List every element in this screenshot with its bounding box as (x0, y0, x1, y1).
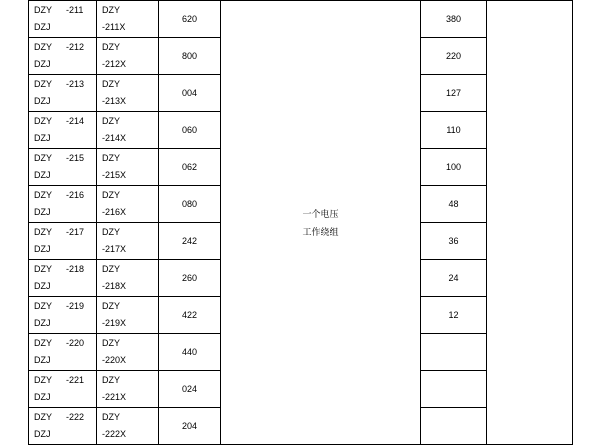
voltage-cell: 127 (421, 75, 487, 112)
code-cell: 060 (159, 112, 221, 149)
model-cell (29, 223, 97, 260)
winding-note-cell (221, 1, 421, 445)
model-prefix-bottom: DZJ (34, 244, 51, 255)
alt-model-cell (97, 334, 159, 371)
alt-suffix: -218X (102, 281, 127, 292)
code-cell: 422 (159, 297, 221, 334)
alt-prefix-top: DZY (102, 301, 120, 312)
alt-model-cell (97, 186, 159, 223)
voltage-cell: 48 (421, 186, 487, 223)
alt-suffix: -217X (102, 244, 127, 255)
model-prefix-bottom: DZJ (34, 318, 51, 329)
model-cell (29, 260, 97, 297)
alt-model-cell (97, 408, 159, 445)
winding-note-line-2: 工作绕组 (302, 226, 339, 237)
alt-suffix: -216X (102, 207, 127, 218)
voltage-cell: 110 (421, 112, 487, 149)
code-cell: 620 (159, 1, 221, 38)
alt-model-cell (97, 1, 159, 38)
model-cell (29, 75, 97, 112)
model-prefix-top: DZY (34, 338, 52, 349)
code-cell: 242 (159, 223, 221, 260)
model-prefix-top: DZY (34, 375, 52, 386)
alt-suffix: -212X (102, 59, 127, 70)
alt-prefix-top: DZY (102, 153, 120, 164)
alt-suffix: -214X (102, 133, 127, 144)
model-suffix: -217 (66, 227, 85, 238)
alt-suffix: -215X (102, 170, 127, 181)
alt-model-cell (97, 112, 159, 149)
model-suffix: -214 (66, 116, 85, 127)
model-suffix: -213 (66, 79, 85, 90)
code-cell: 260 (159, 260, 221, 297)
alt-prefix-top: DZY (102, 116, 120, 127)
model-prefix-top: DZY (34, 79, 52, 90)
code-cell: 024 (159, 371, 221, 408)
alt-model-cell (97, 371, 159, 408)
model-prefix-top: DZY (34, 301, 52, 312)
voltage-cell: 220 (421, 38, 487, 75)
model-prefix-top: DZY (34, 42, 52, 53)
model-suffix: -212 (66, 42, 85, 53)
code-cell: 800 (159, 38, 221, 75)
code-cell: 004 (159, 75, 221, 112)
voltage-cell: 380 (421, 1, 487, 38)
voltage-cell (421, 371, 487, 408)
model-prefix-top: DZY (34, 264, 52, 275)
model-prefix-bottom: DZJ (34, 207, 51, 218)
relay-spec-table (28, 0, 573, 445)
alt-suffix: -219X (102, 318, 127, 329)
model-cell (29, 1, 97, 38)
model-prefix-bottom: DZJ (34, 59, 51, 70)
alt-model-cell (97, 297, 159, 334)
model-suffix: -220 (66, 338, 85, 349)
model-prefix-bottom: DZJ (34, 133, 51, 144)
voltage-cell: 24 (421, 260, 487, 297)
model-prefix-bottom: DZJ (34, 22, 51, 33)
alt-prefix-top: DZY (102, 190, 120, 201)
voltage-cell: 12 (421, 297, 487, 334)
alt-model-cell (97, 223, 159, 260)
alt-prefix-top: DZY (102, 5, 120, 16)
model-cell (29, 408, 97, 445)
code-cell: 062 (159, 149, 221, 186)
table-row (29, 1, 573, 38)
alt-prefix-top: DZY (102, 375, 120, 386)
alt-suffix: -213X (102, 96, 127, 107)
model-prefix-top: DZY (34, 227, 52, 238)
alt-prefix-top: DZY (102, 338, 120, 349)
alt-prefix-top: DZY (102, 227, 120, 238)
alt-model-cell (97, 75, 159, 112)
alt-suffix: -221X (102, 392, 127, 403)
alt-suffix: -220X (102, 355, 127, 366)
model-suffix: -215 (66, 153, 85, 164)
blank-cell (487, 1, 573, 445)
model-suffix: -218 (66, 264, 85, 275)
model-cell (29, 149, 97, 186)
voltage-cell (421, 334, 487, 371)
alt-model-cell (97, 260, 159, 297)
voltage-cell: 36 (421, 223, 487, 260)
model-prefix-top: DZY (34, 153, 52, 164)
alt-prefix-top: DZY (102, 79, 120, 90)
model-suffix: -211 (66, 5, 84, 16)
model-prefix-bottom: DZJ (34, 392, 51, 403)
winding-note-line-1: 一个电压 (302, 208, 339, 219)
model-cell (29, 186, 97, 223)
alt-prefix-top: DZY (102, 42, 120, 53)
model-prefix-bottom: DZJ (34, 429, 51, 440)
model-cell (29, 334, 97, 371)
voltage-cell (421, 408, 487, 445)
alt-model-cell (97, 38, 159, 75)
alt-model-cell (97, 149, 159, 186)
model-suffix: -222 (66, 412, 85, 423)
model-prefix-bottom: DZJ (34, 281, 51, 292)
model-suffix: -221 (66, 375, 85, 386)
code-cell: 080 (159, 186, 221, 223)
alt-prefix-top: DZY (102, 412, 120, 423)
model-prefix-top: DZY (34, 116, 52, 127)
model-cell (29, 38, 97, 75)
voltage-cell: 100 (421, 149, 487, 186)
model-cell (29, 371, 97, 408)
model-prefix-top: DZY (34, 190, 52, 201)
model-prefix-bottom: DZJ (34, 96, 51, 107)
alt-suffix: -222X (102, 429, 127, 440)
model-prefix-bottom: DZJ (34, 355, 51, 366)
model-suffix: -216 (66, 190, 85, 201)
model-prefix-bottom: DZJ (34, 170, 51, 181)
alt-suffix: -211X (102, 22, 126, 33)
model-prefix-top: DZY (34, 5, 52, 16)
code-cell: 204 (159, 408, 221, 445)
model-suffix: -219 (66, 301, 85, 312)
model-cell (29, 112, 97, 149)
code-cell: 440 (159, 334, 221, 371)
model-prefix-top: DZY (34, 412, 52, 423)
model-cell (29, 297, 97, 334)
alt-prefix-top: DZY (102, 264, 120, 275)
